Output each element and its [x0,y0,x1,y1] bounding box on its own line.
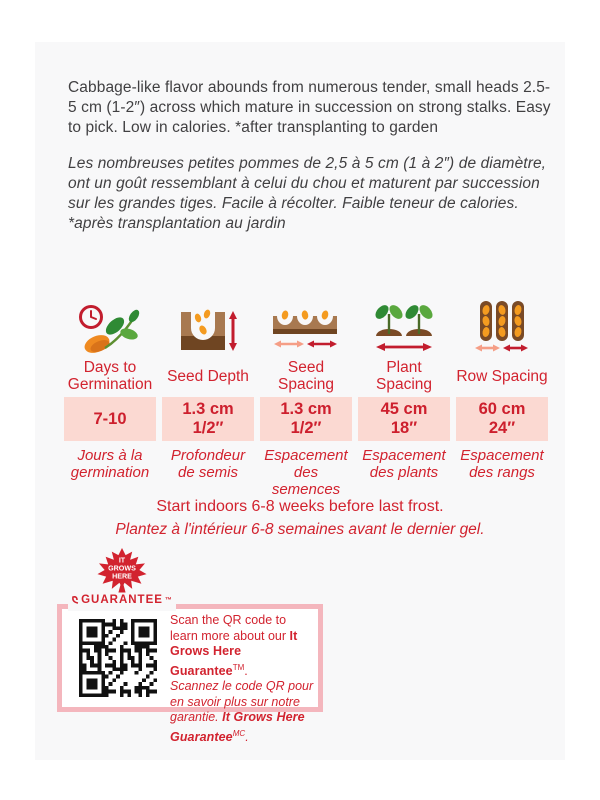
spec-header-en: Seed Depth [167,367,249,385]
qr-code [74,614,162,702]
trademark-symbol: ™ [164,596,173,604]
qr-code-svg [79,619,157,697]
sowing-note-en: Start indoors 6-8 weeks before last frost. [156,498,444,515]
spec-value [260,397,352,441]
spec-value-imperial: 24″ [488,419,516,437]
spec-label-fr: Profondeur de semis [170,447,246,481]
growing-spec-table [64,300,548,498]
spec-label-fr: Espacement des rangs [460,447,544,481]
spec-value-imperial: 18″ [390,419,418,437]
spec-value-metric: 60 cm [478,400,526,418]
spec-value [64,397,156,441]
description-fr: Les nombreuses petites pommes de 2,5 à 5 cm (1 à 2″) de diamètre, ont un goût ressemblant à celui du chou et maturent par succession sur les grandes tiges. Facile à récolter. Faible teneur de calories. *après transplantation au jardin [68,155,547,232]
spec-col-row-spacing [456,300,548,498]
logo-text-line1: IT [118,556,126,565]
guarantee-wordmark [68,594,176,606]
seed-spacing-icon [271,300,341,354]
sowing-note-fr: Plantez à l'intérieur 6-8 semaines avant le dernier gel. [115,521,485,538]
spec-label-fr: Espacement des semences [264,447,348,498]
logo-text-line2: GROWS [108,564,136,573]
spec-value-imperial: 1/2″ [290,419,322,437]
spec-col-plant-spacing [358,300,450,498]
logo-text-line3: HERE [112,572,132,581]
spec-value-metric: 45 cm [380,400,428,418]
spec-value [162,397,254,441]
guarantee-box-text [170,613,316,745]
spec-header-en: Seed Spacing [277,359,334,393]
spec-col-days-to-germination [64,300,156,498]
flourish-icon [71,595,79,605]
spec-label-fr: Espacement des plants [362,447,446,481]
qr-instruction-fr: Scannez le code QR pour en savoir plus sur notre garantie. It Grows Here Guarantee$^{MC}$. [170,679,314,744]
guarantee-text: GUARANTEE [81,594,163,606]
spec-value-metric: 7-10 [93,409,127,428]
spec-header-en: Days to Germination [67,359,153,393]
seed-depth-icon [177,300,239,354]
spec-value-metric: 1.3 cm [280,400,332,418]
spec-header-en: Row Spacing [456,367,548,385]
spec-col-seed-depth [162,300,254,498]
spec-value [358,397,450,441]
it-grows-here-logo [68,547,176,611]
spec-value [456,397,548,441]
description-en: Cabbage-like flavor abounds from numerous tender, small heads 2.5-5 cm (1-2″) across which mature in succession on strong stalks. Easy to pick. Low in calories. *after transplanting to garden [68,79,551,136]
spec-value-imperial: 1/2″ [192,419,224,437]
germination-icon [77,300,143,354]
row-spacing-icon [473,300,531,354]
spec-header-en: Plant Spacing [375,359,432,393]
spec-value-metric: 1.3 cm [182,400,234,418]
spec-col-seed-spacing [260,300,352,498]
spec-label-fr: Jours à la germination [70,447,150,481]
plant-spacing-icon [372,300,436,354]
maple-leaf-icon [77,547,167,593]
qr-instruction-en: Scan the QR code to learn more about our It Grows Here Guarantee™. [170,613,298,678]
